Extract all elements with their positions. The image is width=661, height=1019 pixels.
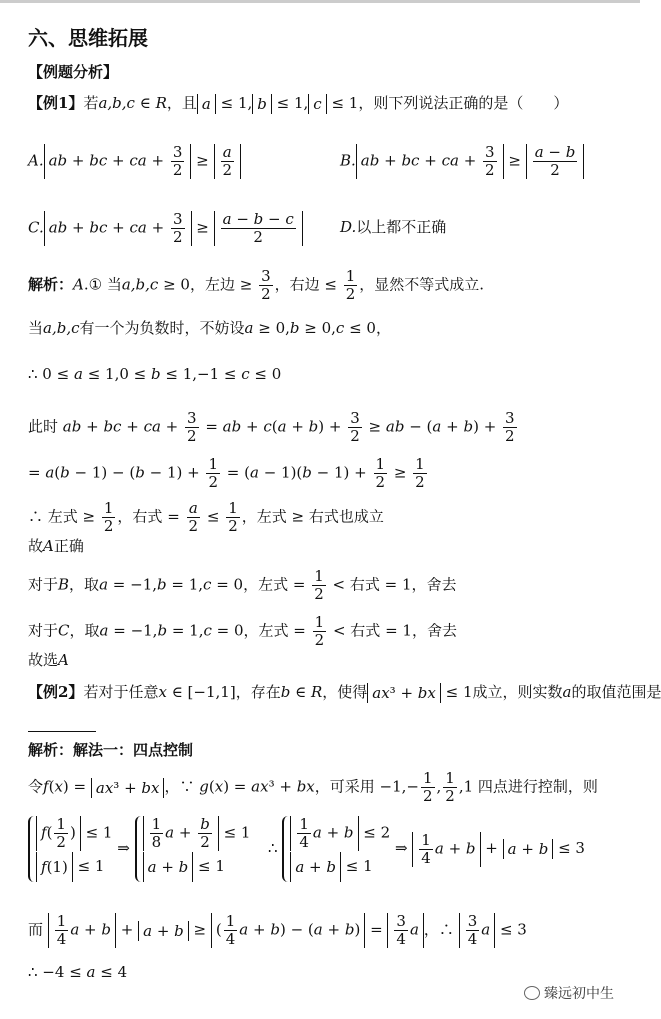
sol1-line4: 此时 ab + bc + ca + $\frac{3}{2}$ = ab + c(a + b) + $\frac{3}{2}$ ≥ ab − (a + b) + $\frac{3}{2}$ [28,409,515,445]
option-c: C. ab + bc + ca + $\frac{3}{2}$ ≥ $\frac{a - b - c}{2}$ [28,211,303,246]
option-d: D.以上都不正确 [340,218,447,236]
sol1-line10: 故选A [28,651,69,669]
subtitle: 【例题分析】 [28,63,119,81]
sol1-line8: 对于B，取a = −1,b = 1,c = 0，左式 = $\frac{1}{2}$ < 右式 = 1，舍去 [28,567,457,603]
sol1-line1: 解析：A.① 当a,b,c ≥ 0，左边 ≥ $\frac{3}{2}$ ，右边 ≤ $\frac{1}{2}$ ，显然不等式成立. [28,267,485,303]
ex1-question: 【例1】若a,b,c ∈ R，且 a ≤ 1, b ≤ 1, c ≤ 1，则下列说法正确的是（ ） [28,94,569,113]
sol2-line6: ∴ −4 ≤ a ≤ 4 [28,963,128,981]
sol1-line6: ∴ 左式 ≥ $\frac{1}{2}$ ，右式 = $\frac{a}{2}$ ≤ $\frac{1}{2}$ ，左式 ≥ 右式也成立 [28,499,384,535]
sol1-line2: 当a,b,c有一个为负数时，不妨设a ≥ 0,b ≥ 0,c ≤ 0， [28,319,391,337]
sol2-system1: f( $\frac{1}{2}$ ) ≤ 1 f(1) ≤ 1 ⇒ $\frac{1}{8}$ a + $\frac{b}{2}$ ≤ 1 a + b ≤ 1 [28,816,250,882]
sol1-line3: ∴ 0 ≤ a ≤ 1,0 ≤ b ≤ 1,−1 ≤ c ≤ 0 [28,365,282,383]
wechat-icon [524,986,540,1000]
option-a: A. ab + bc + ca + $\frac{3}{2}$ ≥ $\frac{a}{2}$ [28,144,241,179]
sol2-line5: 而 $\frac{1}{4}$ a + b + a + b ≥ ( $\frac{1}{4}$ a + b) − (a + b) = $\frac{3}{4}$ a ，∴ $\frac{3}{4}$ a ≤ 3 [28,912,527,948]
ex2-question: 【例2】若对于任意x ∈ [−1,1]，存在b ∈ R，使得 ax³ + bx ≤ 1成立，则实数a的取值范围是 [28,683,661,702]
sol1-line7: 故A正确 [28,537,84,555]
watermark-text: 臻远初中生 [544,986,614,1002]
sol1-line9: 对于C，取a = −1,b = 1,c = 0，左式 = $\frac{1}{2}$ < 右式 = 1，舍去 [28,613,457,649]
watermark [524,983,614,1003]
sol2-system2: ∴ $\frac{1}{4}$ a + b ≤ 2 a + b ≤ 1 ⇒ $\frac{1}{4}$ a + b + a + b ≤ 3 [268,816,585,882]
option-b: B. ab + bc + ca + $\frac{3}{2}$ ≥ $\frac{a - b}{2}$ [340,144,584,179]
top-border [0,0,640,3]
answer-blank [28,731,96,732]
sol1-line5: = a(b − 1) − (b − 1) + $\frac{1}{2}$ = (a − 1)(b − 1) + $\frac{1}{2}$ ≥ $\frac{1}{2}$ [28,455,425,491]
sol2-line2: 令f(x) = ax³ + bx ，∵ g(x) = ax³ + bx，可采用 −1,− $\frac{1}{2}$ , $\frac{1}{2}$ ,1 四点进行控制，则 [28,769,598,805]
section-title: 六、思维拓展 [28,26,148,50]
sol2-line1: 解析：解法一：四点控制 [28,741,194,759]
